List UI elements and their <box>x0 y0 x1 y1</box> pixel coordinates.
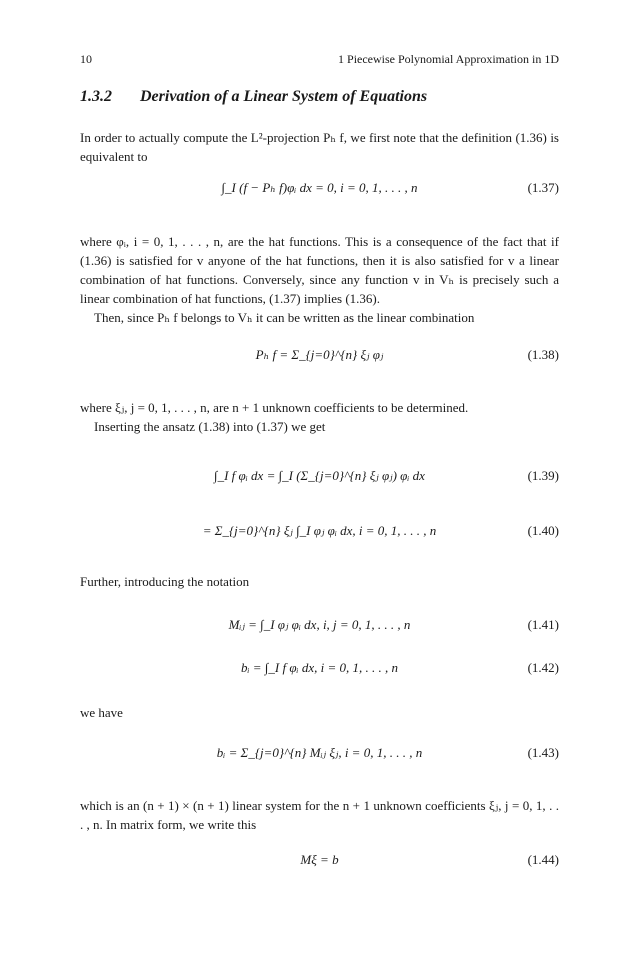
equation-1-38 <box>80 347 559 377</box>
section-number: 1.3.2 <box>80 88 112 105</box>
equation-tag: (1.38) <box>527 347 559 362</box>
running-title: 1 Piecewise Polynomial Approximation in 1D <box>338 52 559 66</box>
equation-1-39 <box>80 468 559 498</box>
paragraph-2: where φᵢ, i = 0, 1, . . . , n, are the hat functions. This is a consequence of the fact that if (1.36) is satisfied for v anyone of the hat functions, then it is also satisfied for v a linear combination of hat functions. Conversely, since any function v in Vₕ is precisely such a linear combination of hat functions, (1.37) implies (1.36). <box>80 234 559 306</box>
equation-tag: (1.42) <box>527 660 559 675</box>
equation-expression: Pₕ f = Σ_{j=0}^{n} ξⱼ φⱼ <box>255 347 384 362</box>
equation-expression: = Σ_{j=0}^{n} ξⱼ ∫_I φⱼ φᵢ dx, i = 0, 1, . . . , n <box>202 523 437 538</box>
equation-expression: bᵢ = Σ_{j=0}^{n} Mᵢⱼ ξⱼ, i = 0, 1, . . . , n <box>216 745 423 760</box>
equation-1-42 <box>80 660 559 690</box>
equation-tag: (1.43) <box>527 745 559 760</box>
paragraph-4: where ξⱼ, j = 0, 1, . . . , n, are n + 1 unknown coefficients to be determined. <box>80 400 469 415</box>
page-number: 10 <box>80 52 92 66</box>
equation-expression: bᵢ = ∫_I f φᵢ dx, i = 0, 1, . . . , n <box>241 660 398 675</box>
equation-1-40 <box>80 523 559 553</box>
equation-expression: Mξ = b <box>300 852 339 867</box>
equation-expression: Mᵢⱼ = ∫_I φⱼ φᵢ dx, i, j = 0, 1, . . . , n <box>228 617 411 632</box>
equation-1-43 <box>80 745 559 775</box>
paragraph-6: Further, introducing the notation <box>80 574 250 589</box>
paragraph-5: Inserting the ansatz (1.38) into (1.37) we get <box>94 419 326 434</box>
paragraph-3: Then, since Pₕ f belongs to Vₕ it can be written as the linear combination <box>94 310 475 325</box>
equation-expression: ∫_I f φᵢ dx = ∫_I (Σ_{j=0}^{n} ξⱼ φⱼ) φᵢ dx <box>214 468 425 483</box>
equation-tag: (1.41) <box>527 617 559 632</box>
section-title: Derivation of a Linear System of Equations <box>140 88 428 105</box>
equation-tag: (1.37) <box>527 180 559 195</box>
equation-tag: (1.44) <box>527 852 559 867</box>
paragraph-7: we have <box>80 705 123 720</box>
equation-tag: (1.39) <box>527 468 559 483</box>
equation-1-37 <box>80 180 559 210</box>
equation-expression: ∫_I (f − Pₕ f)φᵢ dx = 0, i = 0, 1, . . . , n <box>221 180 418 195</box>
paragraph-1: In order to actually compute the L²-projection Pₕ f, we first note that the definition (1.36) is equivalent to <box>80 130 559 164</box>
section-heading <box>80 88 559 106</box>
paragraph-8: which is an (n + 1) × (n + 1) linear system for the n + 1 unknown coefficients ξⱼ, j = 0, 1, . . . , n. In matrix form, we write this <box>80 798 559 832</box>
equation-tag: (1.40) <box>527 523 559 538</box>
equation-1-44 <box>80 852 559 882</box>
equation-1-41 <box>80 617 559 647</box>
